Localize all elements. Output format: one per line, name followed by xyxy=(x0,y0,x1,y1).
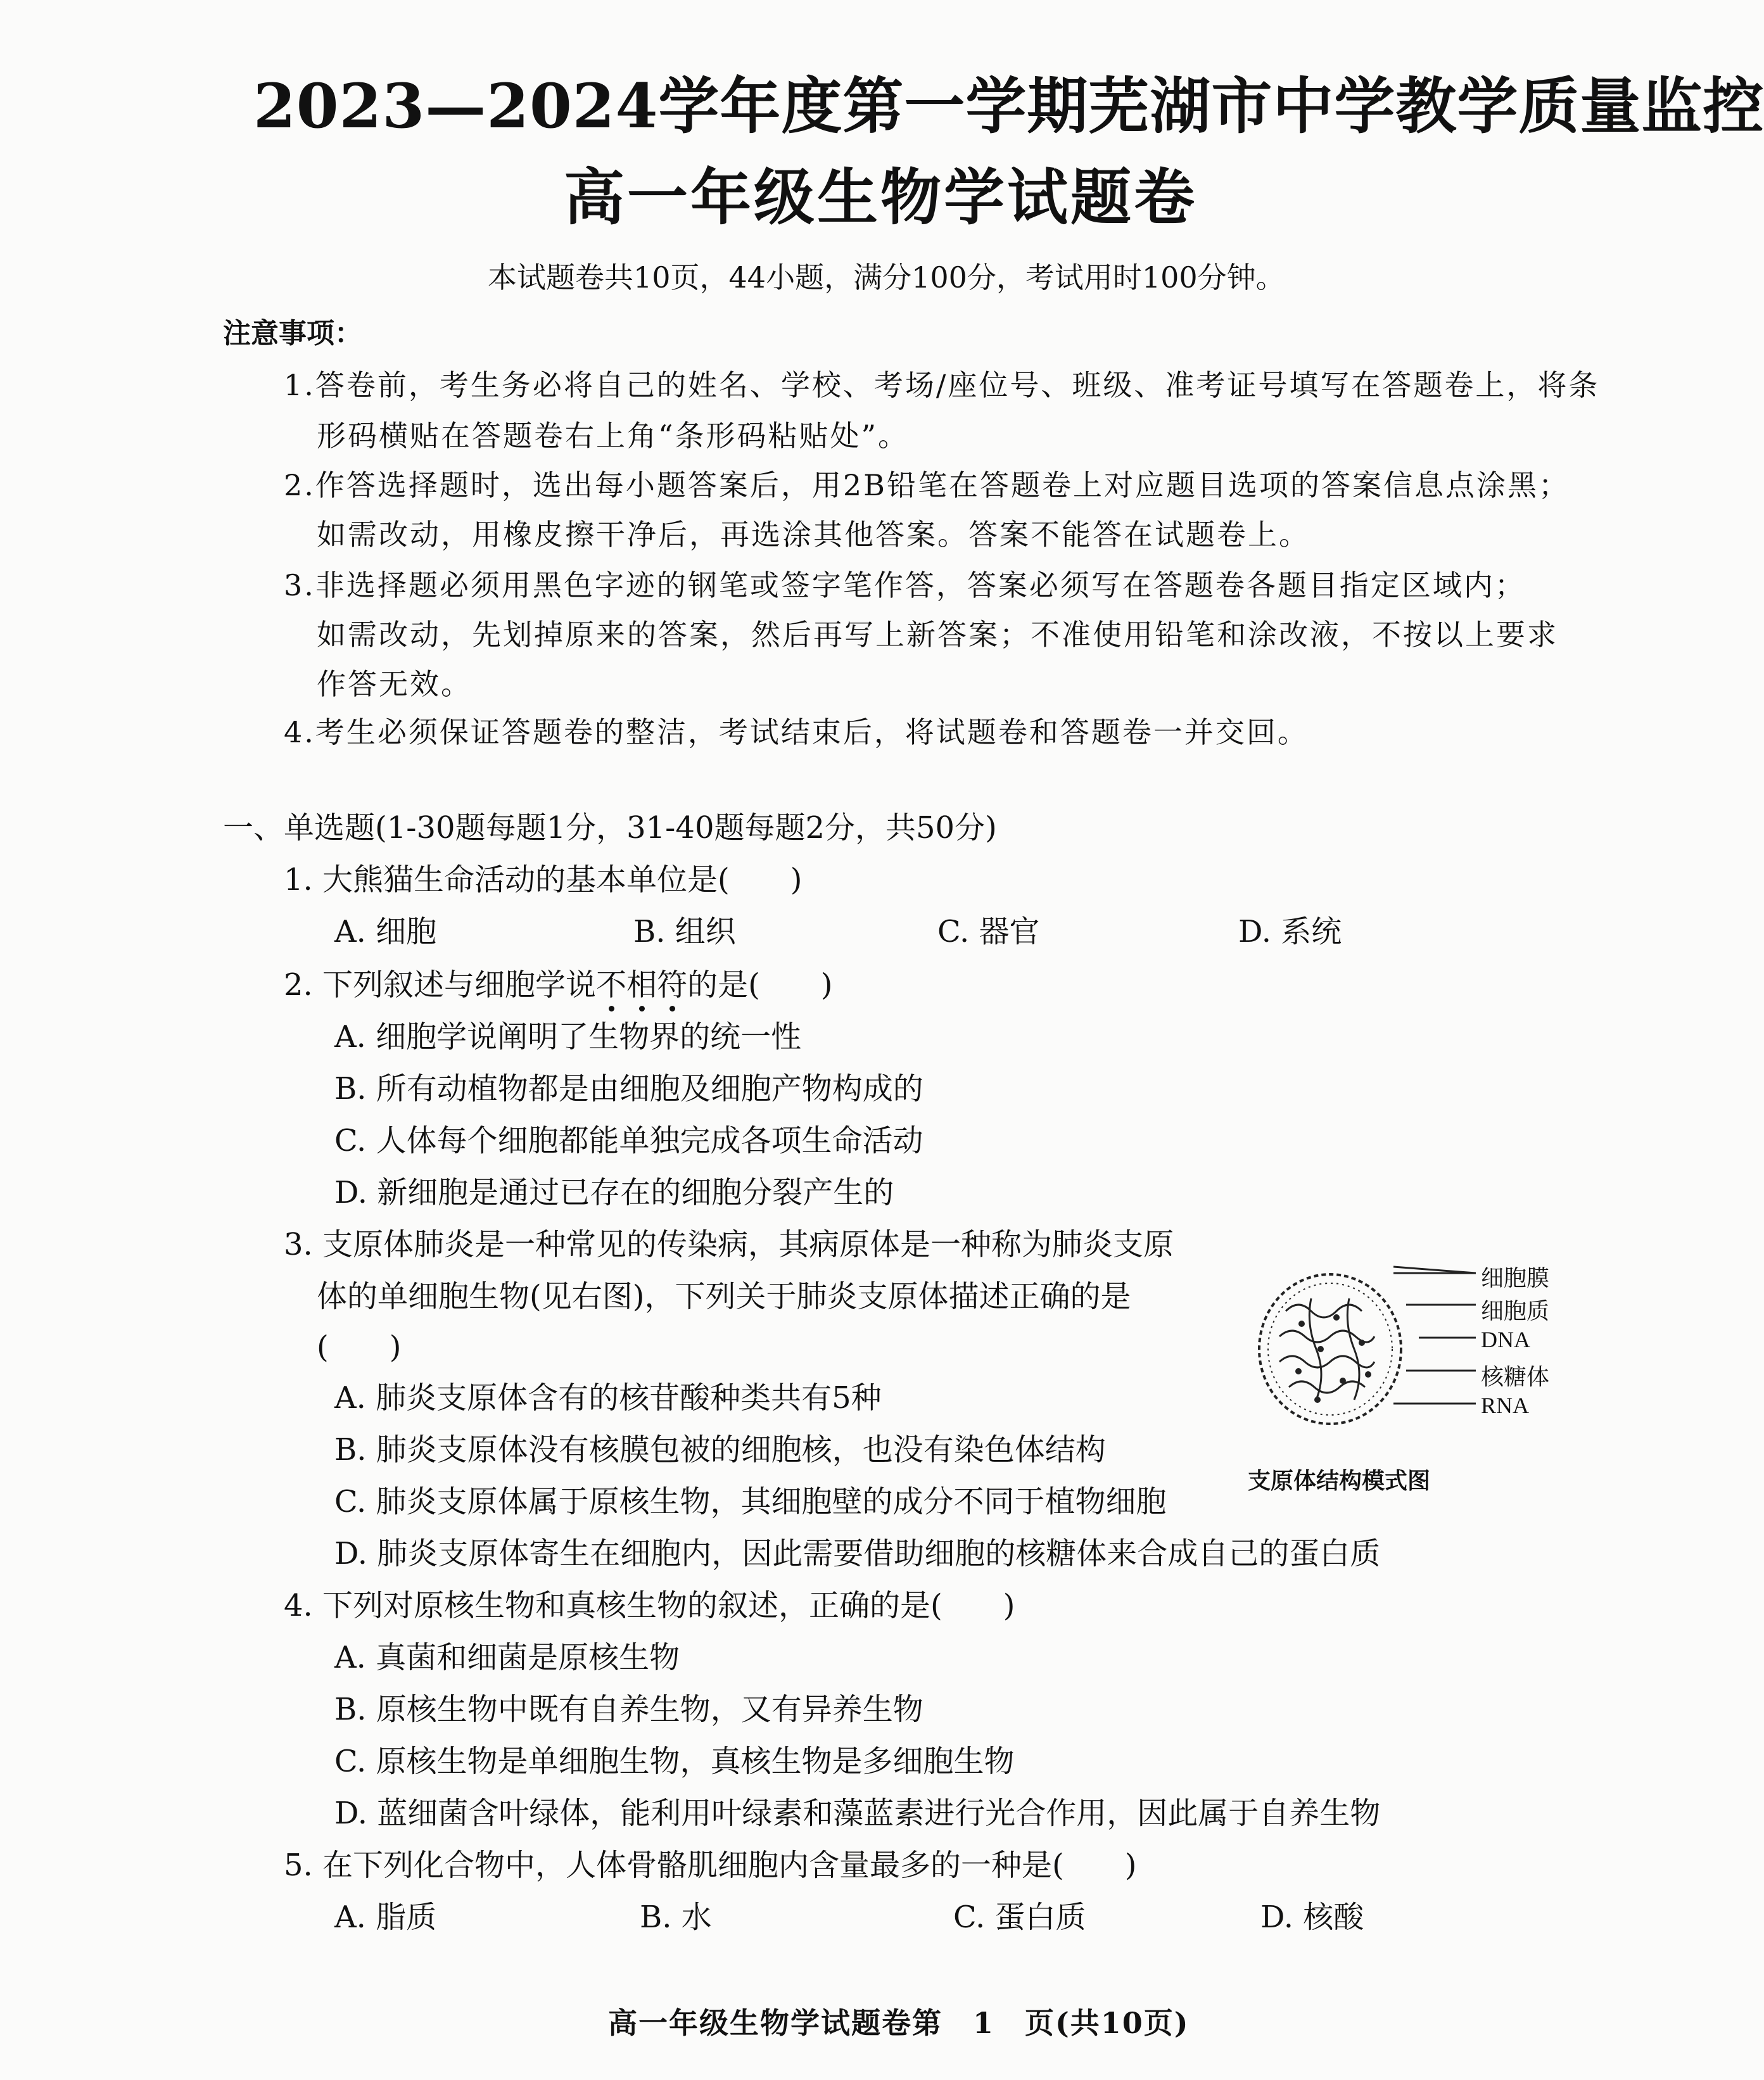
notice-line: 形码横贴在答题卷右上角“条形码粘贴处”。 xyxy=(317,419,910,453)
question-2-option-c: C. 人体每个细胞都能单独完成各项生命活动 xyxy=(334,1123,923,1158)
notice-line: 如需改动，先划掉原来的答案，然后再写上新答案；不准使用铅笔和涂改液，不按以上要求 xyxy=(317,618,1558,652)
question-3-option-d: D. 肺炎支原体寄生在细胞内，因此需要借助细胞的核糖体来合成自己的蛋白质 xyxy=(334,1536,1381,1571)
figure-label-rna: RNA xyxy=(1481,1393,1530,1418)
emphasis-dot xyxy=(639,1006,645,1011)
emphasis-dot xyxy=(609,1006,614,1011)
figure-label-ribosome: 核糖体 xyxy=(1481,1364,1550,1390)
question-1-option-c: C. 器官 xyxy=(937,914,1040,949)
figure-label-cell-membrane: 细胞膜 xyxy=(1481,1265,1550,1291)
exam-info: 本试题卷共10页，44小题，满分100分，考试用时100分钟。 xyxy=(488,260,1285,295)
question-4-option-c: C. 原核生物是单细胞生物，真核生物是多细胞生物 xyxy=(334,1744,1015,1779)
notice-heading: 注意事项： xyxy=(223,317,362,350)
question-1-stem: 1. 大熊猫生命活动的基本单位是( ) xyxy=(284,862,803,897)
question-1-option-a: A. 细胞 xyxy=(334,914,437,949)
question-3-stem-line: 体的单细胞生物(见右图)，下列关于肺炎支原体描述正确的是 xyxy=(317,1279,1131,1314)
notice-line: 3.非选择题必须用黑色字迹的钢笔或签字笔作答，答案必须写在答题卷各题目指定区域内； xyxy=(284,568,1526,602)
question-2-stem-pre: 2. 下列叙述与细胞学说 xyxy=(284,967,597,1003)
figure-label-cytoplasm: 细胞质 xyxy=(1481,1298,1550,1324)
notice-line: 如需改动，用橡皮擦干净后，再选涂其他答案。答案不能答在试题卷上。 xyxy=(317,517,1310,552)
figure-label-lines xyxy=(1393,1267,1482,1419)
question-3-option-b: B. 肺炎支原体没有核膜包被的细胞核，也没有染色体结构 xyxy=(334,1432,1106,1468)
mycoplasma-structure-figure xyxy=(1241,1254,1419,1444)
question-4-option-a: A. 真菌和细菌是原核生物 xyxy=(334,1640,680,1675)
question-3-option-a: A. 肺炎支原体含有的核苷酸种类共有5种 xyxy=(334,1380,882,1416)
question-5-stem: 5. 在下列化合物中，人体骨骼肌细胞内含量最多的一种是( ) xyxy=(284,1848,1137,1883)
question-4-stem: 4. 下列对原核生物和真核生物的叙述，正确的是( ) xyxy=(284,1588,1015,1623)
question-2-option-a: A. 细胞学说阐明了生物界的统一性 xyxy=(334,1019,802,1055)
notice-line: 2.作答选择题时，选出每小题答案后，用2B铅笔在答题卷上对应题目选项的答案信息点涂黑； xyxy=(284,468,1570,502)
question-5-option-b: B. 水 xyxy=(640,1899,712,1935)
question-1-option-b: B. 组织 xyxy=(633,914,736,949)
page-footer: 高一年级生物学试题卷第 1 页(共10页) xyxy=(608,2006,1190,2040)
question-5-option-c: C. 蛋白质 xyxy=(953,1899,1086,1935)
figure-label-dna: DNA xyxy=(1481,1327,1530,1352)
exam-title-line2: 高一年级生物学试题卷 xyxy=(564,162,1197,233)
notice-line: 作答无效。 xyxy=(317,667,472,701)
question-1-option-d: D. 系统 xyxy=(1238,914,1342,949)
question-5-option-d: D. 核酸 xyxy=(1260,1899,1364,1935)
notice-line: 4.考生必须保证答题卷的整洁，考试结束后，将试题卷和答题卷一并交回。 xyxy=(284,715,1309,749)
question-2-emphasis xyxy=(596,967,687,1003)
figure-caption: 支原体结构模式图 xyxy=(1248,1468,1431,1494)
section-heading: 一、单选题(1-30题每题1分，31-40题每题2分，共50分) xyxy=(223,810,997,846)
question-3-stem-line: ( ) xyxy=(317,1329,402,1365)
question-2-emphasis-text: 不相符 xyxy=(596,967,688,1003)
question-3-option-c: C. 肺炎支原体属于原核生物，其细胞壁的成分不同于植物细胞 xyxy=(334,1484,1167,1519)
exam-title-line1: 2023—2024学年度第一学期芜湖市中学教学质量监控 xyxy=(253,70,1764,142)
question-2-option-d: D. 新细胞是通过已存在的细胞分裂产生的 xyxy=(334,1175,894,1210)
emphasis-dot xyxy=(669,1006,675,1011)
question-5-option-a: A. 脂质 xyxy=(334,1899,437,1935)
question-4-option-d: D. 蓝细菌含叶绿体，能利用叶绿素和藻蓝素进行光合作用，因此属于自养生物 xyxy=(334,1796,1381,1831)
question-3-stem-line: 3. 支原体肺炎是一种常见的传染病，其病原体是一种称为肺炎支原 xyxy=(284,1227,1174,1262)
question-2-stem-post: 的是( ) xyxy=(687,967,833,1003)
question-2-stem xyxy=(284,960,833,1004)
question-4-option-b: B. 原核生物中既有自养生物，又有异养生物 xyxy=(334,1692,923,1727)
question-2-option-b: B. 所有动植物都是由细胞及细胞产物构成的 xyxy=(334,1071,923,1107)
notice-line: 1.答卷前，考生务必将自己的姓名、学校、考场/座位号、班级、准考证号填写在答题卷上，将条 xyxy=(284,368,1600,402)
